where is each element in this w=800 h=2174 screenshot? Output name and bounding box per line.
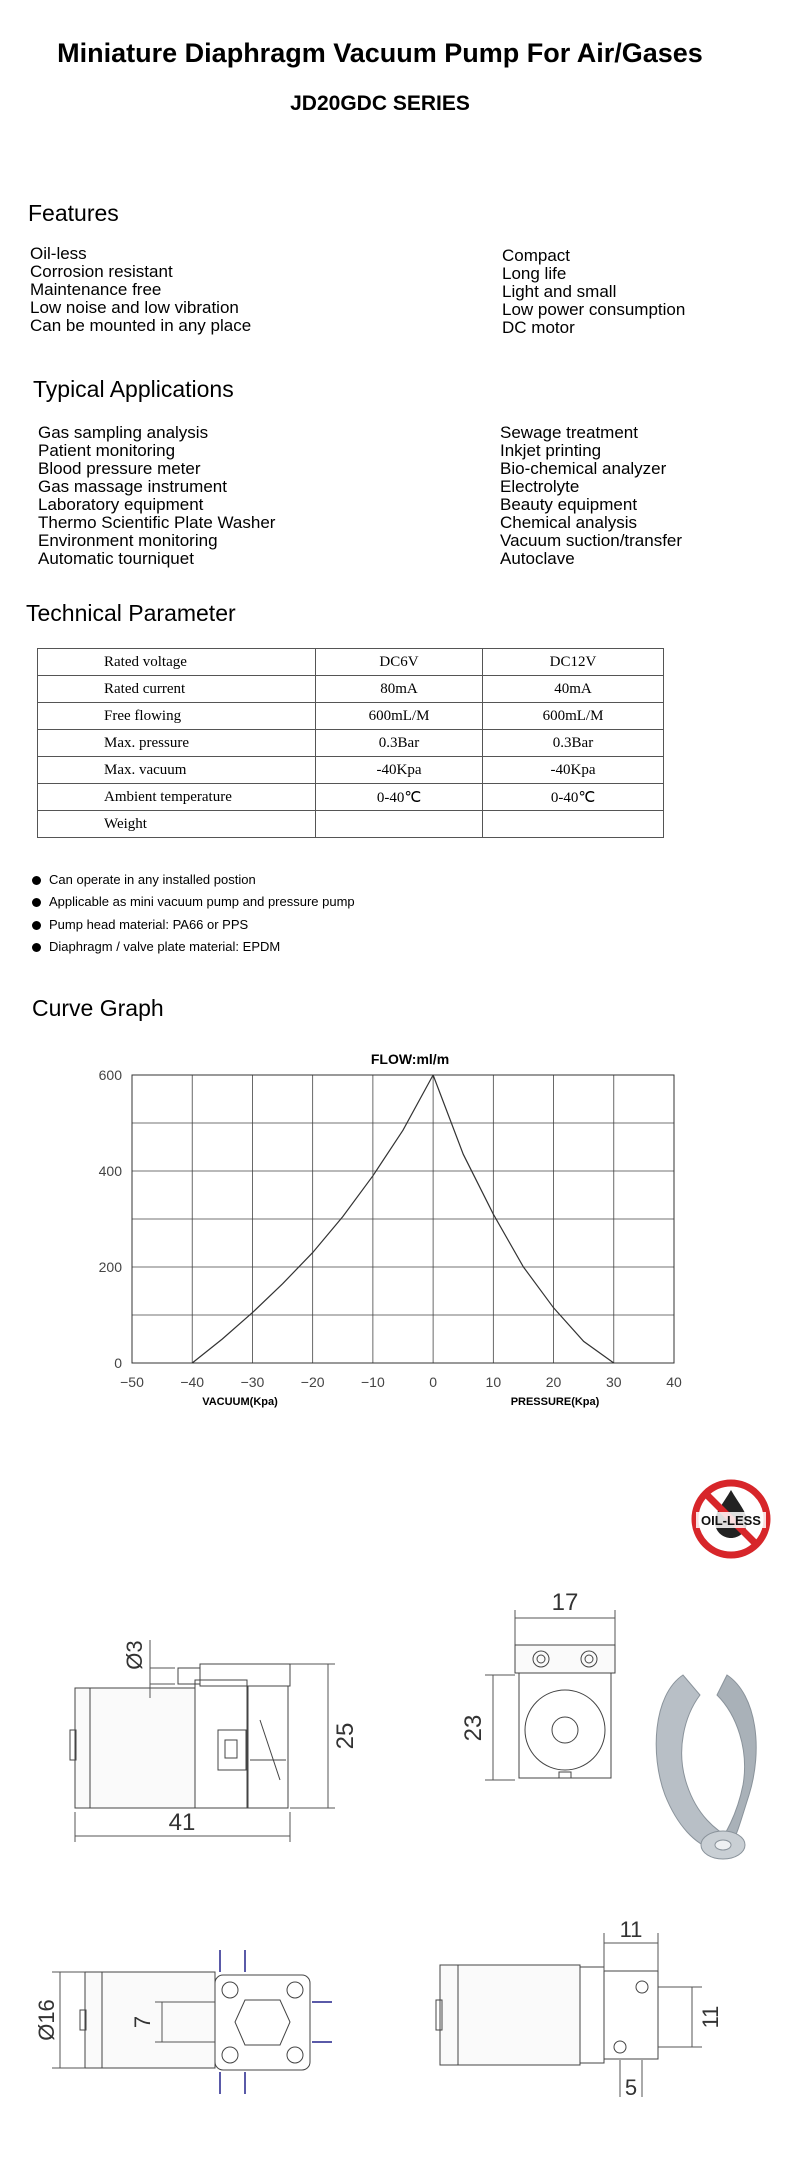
list-item: Long life: [502, 264, 567, 283]
list-item: Sewage treatment: [500, 423, 638, 442]
bullet-icon: [32, 943, 41, 952]
dim-label-5: 5: [624, 2075, 638, 2100]
list-item: Can operate in any installed postion: [32, 872, 256, 887]
list-item: Blood pressure meter: [38, 459, 201, 478]
list-item: Gas sampling analysis: [38, 423, 209, 442]
x-tick-label: −30: [240, 1374, 265, 1390]
table-cell: DC12V: [483, 649, 664, 676]
table-cell: 0.3Bar: [483, 730, 664, 757]
list-item: Maintenance free: [30, 280, 162, 299]
list-item: Corrosion resistant: [30, 262, 173, 281]
dim-label-25: 25: [332, 1722, 359, 1750]
x-axis-label-pressure: PRESSURE(Kpa): [510, 1396, 600, 1408]
dim-label-d3: Ø3: [122, 1640, 147, 1670]
x-axis-label-vacuum: VACUUM(Kpa): [202, 1396, 278, 1408]
bullet-icon: [32, 876, 41, 885]
dim-label-11-right: 11: [698, 2005, 723, 2029]
table-row: [38, 811, 664, 838]
dim-label-11-top: 11: [619, 1917, 643, 1942]
table-cell: 600mL/M: [483, 703, 664, 730]
table-cell: Max. vacuum: [38, 757, 316, 784]
table-row: [38, 649, 664, 676]
applications-right-list: [500, 424, 682, 568]
list-item: Automatic tourniquet: [38, 549, 194, 568]
table-row: [38, 730, 664, 757]
list-item: Low power consumption: [502, 300, 686, 319]
features-left-list: [30, 245, 251, 335]
list-item: Patient monitoring: [38, 441, 176, 460]
table-cell: Ambient temperature: [38, 784, 316, 811]
list-item: Applicable as mini vacuum pump and pressure pump: [32, 894, 355, 909]
chart-grid: [132, 1075, 674, 1363]
table-cell: Max. pressure: [38, 730, 316, 757]
x-tick-label: −40: [180, 1374, 205, 1390]
table-cell: 0.3Bar: [316, 730, 483, 757]
list-item: Inkjet printing: [500, 441, 602, 460]
x-tick-label: 20: [545, 1374, 562, 1390]
dim-label-d16: Ø16: [34, 1999, 59, 2041]
x-tick-label: −20: [300, 1374, 325, 1390]
y-tick-label: 0: [114, 1355, 122, 1371]
applications-heading: Typical Applications: [33, 376, 234, 402]
list-item: Can be mounted in any place: [30, 316, 252, 335]
table-row: [38, 784, 664, 811]
list-item: Thermo Scientific Plate Washer: [38, 513, 276, 532]
table-cell: -40Kpa: [316, 757, 483, 784]
dim-label-23: 23: [460, 1714, 487, 1742]
dim-label-17: 17: [551, 1589, 579, 1616]
front-view-drawing: [455, 1590, 635, 1805]
table-cell: 600mL/M: [316, 703, 483, 730]
table-row: [38, 703, 664, 730]
page-title: Miniature Diaphragm Vacuum Pump For Air/Gases: [57, 38, 703, 68]
list-item: Light and small: [502, 282, 617, 301]
chart-xticks: [120, 1374, 682, 1390]
list-item: Low noise and low vibration: [30, 298, 239, 317]
table-cell: [483, 811, 664, 838]
table-cell: Weight: [38, 811, 316, 838]
list-item: Oil-less: [30, 244, 87, 263]
table-row: [38, 757, 664, 784]
table-cell: DC6V: [316, 649, 483, 676]
features-right-list: [502, 247, 685, 337]
table-cell: -40Kpa: [483, 757, 664, 784]
list-item: Gas massage instrument: [38, 477, 227, 496]
list-item: Environment monitoring: [38, 531, 218, 550]
bullet-icon: [32, 898, 41, 907]
x-tick-label: 0: [429, 1374, 438, 1390]
curve-chart: [70, 1040, 710, 1420]
list-item: DC motor: [502, 318, 575, 337]
list-item: Autoclave: [500, 549, 575, 568]
x-tick-label: −10: [361, 1374, 385, 1390]
table-cell: 0-40℃: [316, 784, 483, 811]
table-cell: Rated current: [38, 676, 316, 703]
x-tick-label: 30: [605, 1374, 622, 1390]
list-item: Laboratory equipment: [38, 495, 204, 514]
y-tick-label: 200: [98, 1259, 122, 1275]
list-item: Pump head material: PA66 or PPS: [32, 917, 248, 932]
curve-heading: Curve Graph: [32, 995, 164, 1021]
chart-title: FLOW:ml/m: [370, 1051, 450, 1067]
page-subtitle: JD20GDC SERIES: [290, 92, 470, 115]
list-item: Chemical analysis: [500, 513, 637, 532]
dim-label-41: 41: [168, 1809, 196, 1836]
table-cell: Rated voltage: [38, 649, 316, 676]
chart-yticks: [99, 1067, 123, 1371]
badge-text: OIL-LESS: [701, 1513, 761, 1528]
list-item: Bio-chemical analyzer: [500, 459, 667, 478]
side-view-drawing: [50, 1580, 370, 1850]
mounting-clip-icon: [645, 1655, 775, 1870]
features-heading: Features: [28, 200, 119, 226]
side-view-2-drawing: [430, 1915, 730, 2105]
oil-less-badge: [690, 1478, 772, 1560]
list-item: Beauty equipment: [500, 495, 638, 514]
technical-heading: Technical Parameter: [26, 600, 236, 626]
bullet-icon: [32, 921, 41, 930]
y-tick-label: 600: [98, 1067, 122, 1083]
x-tick-label: 40: [666, 1374, 682, 1390]
table-row: [38, 676, 664, 703]
x-tick-label: 10: [485, 1374, 502, 1390]
list-item: Compact: [502, 246, 571, 265]
dim-label-7: 7: [130, 2015, 155, 2029]
bottom-view-drawing: [34, 1930, 360, 2110]
y-tick-label: 400: [98, 1163, 122, 1179]
table-cell: [316, 811, 483, 838]
applications-left-list: [38, 424, 275, 568]
list-item: Electrolyte: [500, 477, 580, 496]
table-cell: Free flowing: [38, 703, 316, 730]
x-tick-label: −50: [120, 1374, 144, 1390]
table-cell: 0-40℃: [483, 784, 664, 811]
table-cell: 40mA: [483, 676, 664, 703]
technical-table: [37, 648, 664, 838]
list-item: Vacuum suction/transfer: [500, 531, 683, 550]
list-item: Diaphragm / valve plate material: EPDM: [32, 939, 280, 954]
table-cell: 80mA: [316, 676, 483, 703]
